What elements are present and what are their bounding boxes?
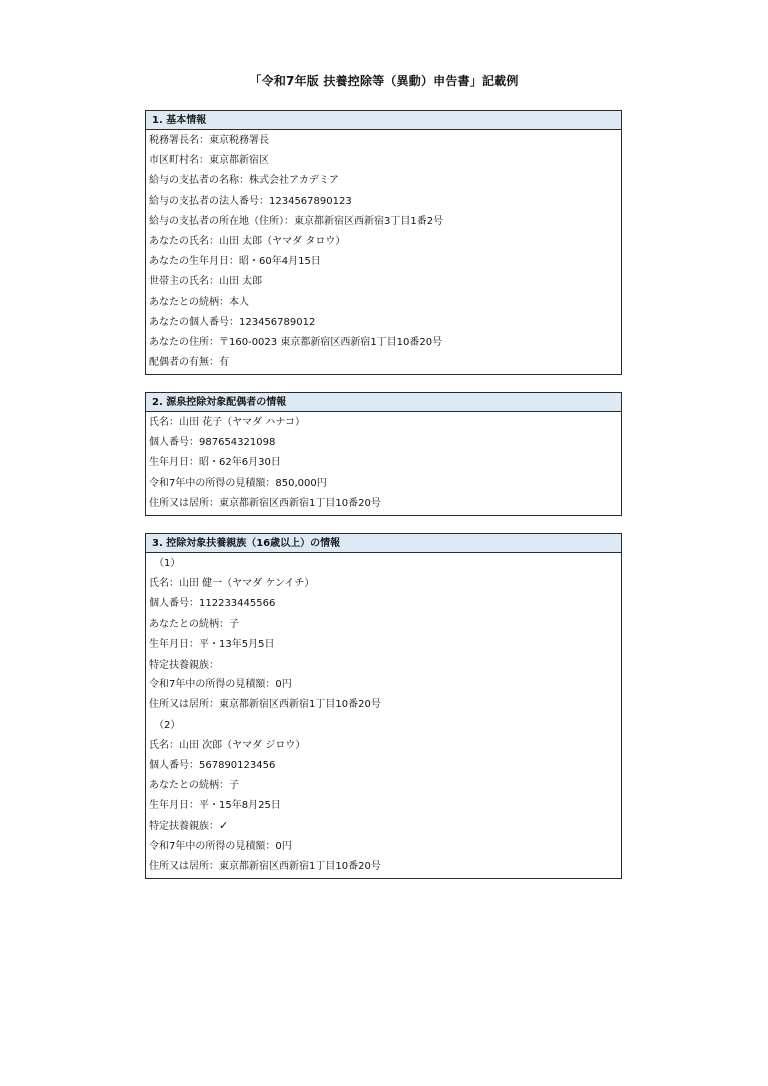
spouse-name: 氏名：山田 花子（ヤマダ ハナコ） xyxy=(149,417,305,428)
dependent-specific xyxy=(146,655,621,675)
spouse-address: 住所又は居所：東京都新宿区西新宿1丁目10番20号 xyxy=(149,497,381,509)
your-personal-number: あなたの個人番号：123456789012 xyxy=(149,316,316,328)
section-header: 3. 控除対象扶養親族（16歳以上）の情報 xyxy=(146,534,621,553)
check-icon: ✓ xyxy=(219,819,229,833)
dependent-birthdate: 生年月日：平・15年8月25日 xyxy=(149,800,281,812)
dependent-name: 氏名：山田 次郎（ヤマダ ジロウ） xyxy=(149,739,306,751)
spouse-income-estimate: 令和7年中の所得の見積額：850,000円 xyxy=(149,477,327,489)
dependent-birthdate: 生年月日：平・13年5月5日 xyxy=(149,638,275,650)
payer-name: 給与の支払者の名称：株式会社アカデミア xyxy=(149,175,339,187)
dependent-name: 氏名：山田 健一（ヤマダ ケンイチ） xyxy=(149,578,315,590)
specific-dependent-label: 特定扶養親族： xyxy=(149,659,219,671)
section-basic-info xyxy=(145,110,622,375)
spouse-personal-number: 個人番号：987654321098 xyxy=(149,437,276,449)
dependent-address: 住所又は居所：東京都新宿区西新宿1丁目10番20号 xyxy=(149,699,381,711)
dependent-personal-number: 個人番号：567890123456 xyxy=(149,759,276,771)
dependent-relationship: あなたとの続柄：子 xyxy=(149,618,239,630)
tax-office-name: 税務署長名：東京税務署長 xyxy=(149,135,269,146)
your-address: あなたの住所：〒160-0023 東京都新宿区西新宿1丁目10番20号 xyxy=(149,336,443,348)
your-birthdate: あなたの生年月日：昭・60年4月15日 xyxy=(149,256,321,268)
section-spouse-info xyxy=(145,392,622,516)
dependent-income-estimate: 令和7年中の所得の見積額：0円 xyxy=(149,840,292,852)
dependent-personal-number: 個人番号：112233445566 xyxy=(149,598,276,610)
dependent-address: 住所又は居所：東京都新宿区西新宿1丁目10番20号 xyxy=(149,860,381,872)
specific-dependent-label: 特定扶養親族： xyxy=(149,821,219,833)
municipality-name: 市区町村名：東京都新宿区 xyxy=(149,155,269,167)
householder-name: 世帯主の氏名：山田 太郎 xyxy=(149,276,263,288)
payer-corporate-number: 給与の支払者の法人番号：1234567890123 xyxy=(149,195,352,207)
spouse-birthdate: 生年月日：昭・62年6月30日 xyxy=(149,457,281,469)
payer-address: 給与の支払者の所在地（住所）：東京都新宿区西新宿3丁目1番2号 xyxy=(149,215,444,227)
spouse-presence: 配偶者の有無：有 xyxy=(149,357,229,369)
relationship: あなたとの続柄：本人 xyxy=(149,296,249,308)
section-header: 2. 源泉控除対象配偶者の情報 xyxy=(146,393,621,412)
section-header: 1. 基本情報 xyxy=(146,111,621,130)
dependent-income-estimate: 令和7年中の所得の見積額：0円 xyxy=(149,679,292,691)
section-dependents-info xyxy=(145,533,622,879)
dependent-index: （2） xyxy=(154,719,181,731)
your-name: あなたの氏名：山田 太郎（ヤマダ タロウ） xyxy=(149,235,346,247)
dependent-relationship: あなたとの続柄：子 xyxy=(149,780,239,792)
dependent-index: （1） xyxy=(154,558,181,569)
dependent-specific xyxy=(146,816,621,836)
page-title: 「令和7年版 扶養控除等（異動）申告書」記載例 xyxy=(249,74,519,88)
